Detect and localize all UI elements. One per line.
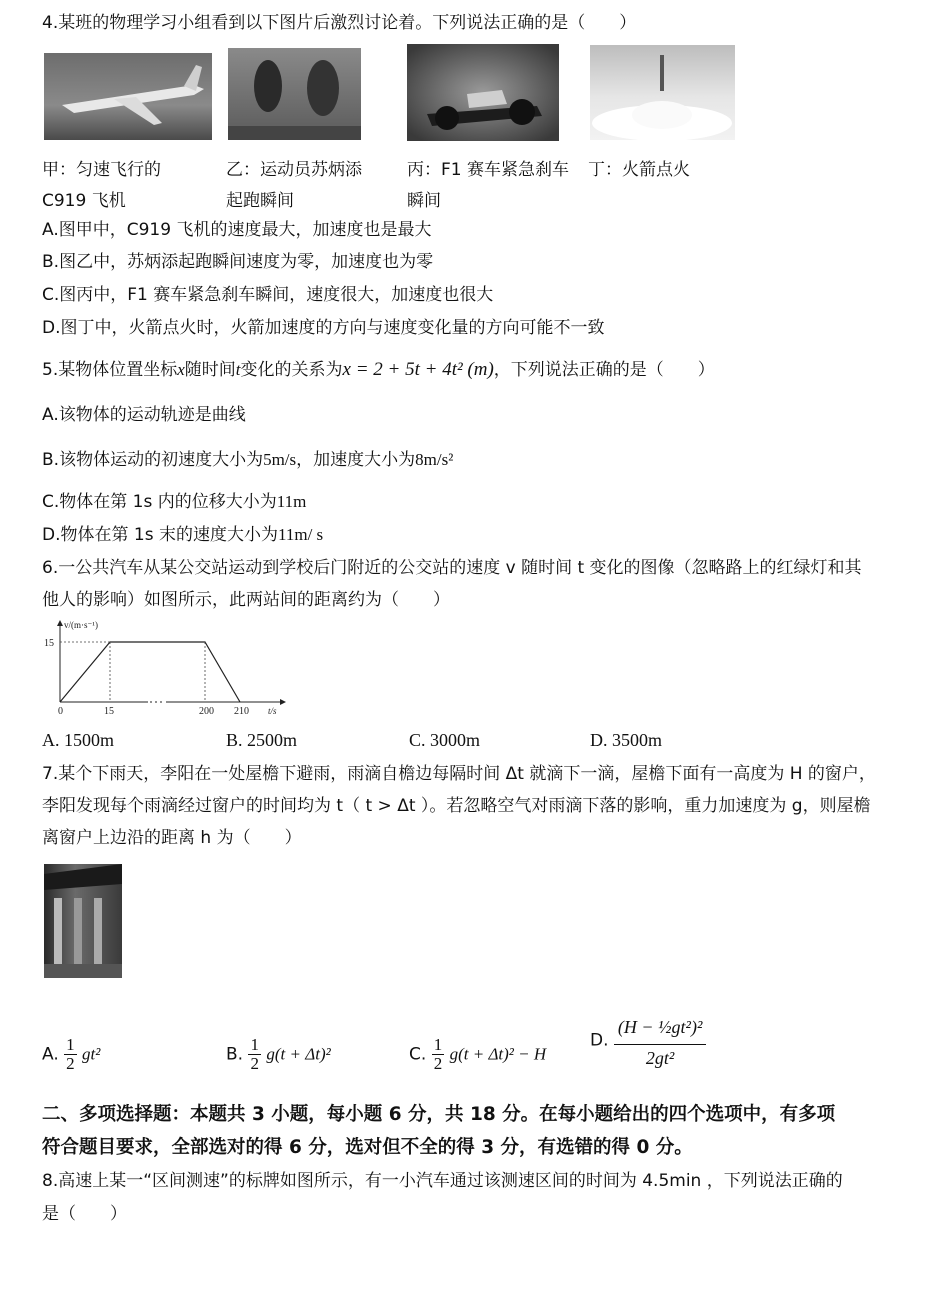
q6-option-a: A. 1500m <box>42 730 114 750</box>
x-tick-label-0: 0 <box>58 706 63 717</box>
x-tick-label-15: 15 <box>104 706 114 717</box>
q6-stem-line1: 6.一公共汽车从某公交站运动到学校后门附近的公交站的速度 v 随时间 t 变化的图像（忽略路上的红绿灯和其 <box>42 558 862 578</box>
q5-option-c: C.物体在第 1s 内的位移大小为11m <box>42 492 307 512</box>
rocket-launch-photo <box>590 45 735 140</box>
sprinter-photo <box>228 48 361 140</box>
q6-option-c: C. 3000m <box>409 730 481 750</box>
y-axis-arrow <box>57 620 63 626</box>
velocity-series-line <box>60 642 240 702</box>
q4-option-c: C.图丙中，F1 赛车紧急刹车瞬间，速度很大，加速度也很大 <box>42 285 494 305</box>
caption-yi-line1: 乙：运动员苏炳添 <box>226 160 362 180</box>
caption-ding-line1: 丁：火箭点火 <box>588 160 690 180</box>
airplane-photo <box>44 53 212 140</box>
q4-option-d: D.图丁中，火箭点火时，火箭加速度的方向与速度变化量的方向可能不一致 <box>42 318 605 338</box>
caption-bing-line1: 丙：F1 赛车紧急刹车 <box>407 160 569 180</box>
x-tick-label-210: 210 <box>234 706 249 717</box>
q7-option-c: C. $\frac{1}{2}$ g(t + Δt)² − H <box>409 1035 547 1073</box>
q8-line1: 8.高速上某一“区间测速”的标牌如图所示，有一小汽车通过该测速区间的时间为 4.5min ，下列说法正确的 <box>42 1171 843 1191</box>
section2-heading-line2: 符合题目要求，全部选对的得 6 分，选对但不全的得 3 分，有选错的得 0 分。 <box>42 1137 693 1158</box>
q5-formula: x = 2 + 5t + 4t² (m) <box>342 359 494 380</box>
q7-line1: 7.某个下雨天，李阳在一处屋檐下避雨，雨滴自檐边每隔时间 Δt 就滴下一滴，屋檐下面有一高度为 H 的窗户， <box>42 764 876 784</box>
x-axis-arrow <box>280 699 286 705</box>
q6-option-b: B. 2500m <box>226 730 298 750</box>
q6-option-d: D. 3500m <box>590 730 662 750</box>
x-tick-label-200: 200 <box>199 706 214 717</box>
section2-heading-line1: 二、多项选择题：本题共 3 小题，每小题 6 分，共 18 分。在每小题给出的四个选项中，有多项 <box>42 1104 836 1125</box>
caption-yi-line2: 起跑瞬间 <box>226 191 294 211</box>
q5-stem: 5.某物体位置坐标x随时间t变化的关系为x = 2 + 5t + 4t² (m)，下列说法正确的是（ ） <box>42 359 715 380</box>
q6-stem-line2: 他人的影响）如图所示，此两站间的距离约为（ ） <box>42 590 450 610</box>
q5-option-a: A.该物体的运动轨迹是曲线 <box>42 405 246 425</box>
q5-option-b: B.该物体运动的初速度大小为5m/s，加速度大小为8m/s² <box>42 450 454 470</box>
q4-stem: 4.某班的物理学习小组看到以下图片后激烈讨论着。下列说法正确的是（ ） <box>42 13 637 33</box>
caption-jia-line2: C919 飞机 <box>42 191 126 211</box>
q7-option-a: A. $\frac{1}{2}$ gt² <box>42 1035 101 1073</box>
q7-line2: 李阳发现每个雨滴经过窗户的时间均为 t（ t > Δt ）。若忽略空气对雨滴下落的影响，重力加速度为 g，则屋檐 <box>42 796 871 816</box>
y-axis-label: v/(m·s⁻¹) <box>64 620 98 630</box>
vt-graph <box>40 618 290 718</box>
caption-jia-line1: 甲：匀速飞行的 <box>42 160 161 180</box>
q7-option-b: B. $\frac{1}{2}$ g(t + Δt)² <box>226 1035 331 1073</box>
q7-line3: 离窗户上边沿的距离 h 为（ ） <box>42 828 302 848</box>
eaves-photo <box>44 864 122 978</box>
x-axis-label: t/s <box>268 706 277 716</box>
q8-line2: 是（ ） <box>42 1204 127 1224</box>
q4-option-b: B.图乙中，苏炳添起跑瞬间速度为零，加速度也为零 <box>42 252 434 272</box>
f1-car-photo <box>407 44 559 141</box>
q4-option-a: A.图甲中，C919 飞机的速度最大，加速度也是最大 <box>42 220 432 240</box>
q5-option-d: D.物体在第 1s 末的速度大小为11m/ s <box>42 525 324 545</box>
caption-bing-line2: 瞬间 <box>407 191 441 211</box>
y-tick-label-15: 15 <box>44 638 54 649</box>
q7-option-d: D. $\frac{\text{(H − ½gt²)²}}{\text{2gt²}}$ <box>590 1010 706 1071</box>
